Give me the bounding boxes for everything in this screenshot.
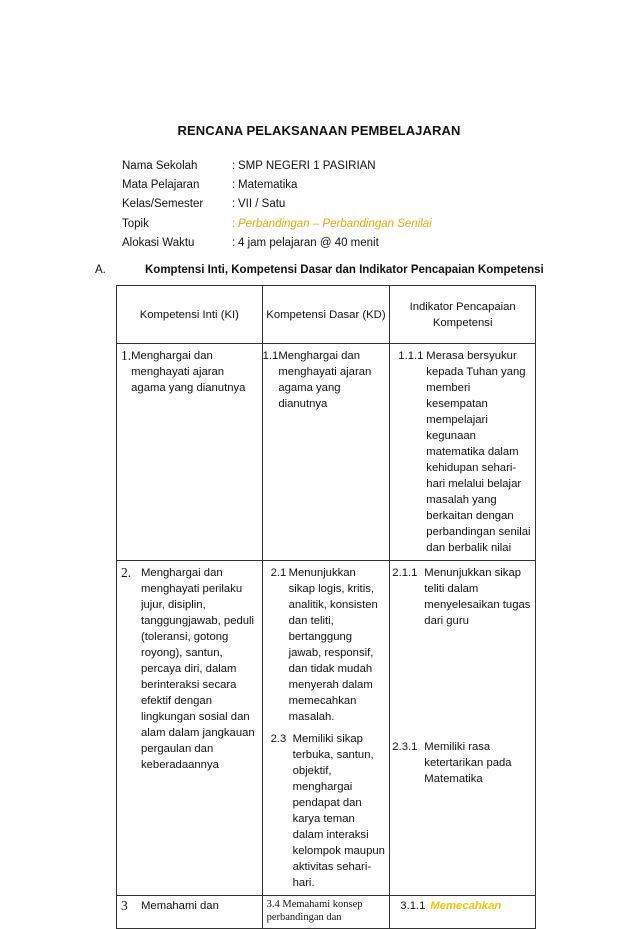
indicator-text: Memiliki rasa ketertarikan pada Matematika xyxy=(424,741,512,785)
ki-text: Menghargai dan menghayati ajaran agama yang dianutnya xyxy=(131,350,246,394)
kd-item xyxy=(271,565,386,725)
info-row-class xyxy=(122,198,432,217)
info-colon: : xyxy=(232,217,236,230)
info-value: VII / Satu xyxy=(238,198,286,211)
kd-number: 2.1 xyxy=(270,567,287,579)
info-row-school xyxy=(122,160,432,179)
info-value: 4 jam pelajaran @ 40 menit xyxy=(238,236,379,249)
indicator-text: Merasa bersyukur kepada Tuhan yang memberi kesempatan mempelajari kegunaan matematika dalam kehidupan sehari-hari melalui belajar masalah yang berkaitan dengan perbandingan senilai dan berbalik nilai xyxy=(426,350,531,554)
table-row xyxy=(117,344,536,561)
info-colon: : xyxy=(232,198,236,211)
kd-text: Memahami konsep perbandingan dan xyxy=(266,899,363,923)
kd-cell xyxy=(263,896,390,928)
competency-table xyxy=(116,285,536,929)
indicator-item xyxy=(398,348,531,556)
page-title: RENCANA PELAKSANAAN PEMBELAJARAN xyxy=(177,123,461,138)
indicator-cell xyxy=(390,561,535,791)
kd-number: 1.1 xyxy=(262,350,279,362)
info-label: Kelas/Semester xyxy=(122,198,204,211)
kd-number: 2.3 xyxy=(270,733,287,745)
ki-text: Memahami dan xyxy=(141,900,219,912)
kd-text: Menunjukkan sikap logis, kritis, analitik, konsisten dan teliti, bertanggung jawab, responsif, dan tidak mudah menyerah dalam memecahkan masalah. xyxy=(288,567,378,723)
indicator-number: 1.1.1 xyxy=(398,350,424,362)
info-colon: : xyxy=(232,236,236,249)
indicator-number: 2.3.1 xyxy=(392,741,418,753)
identity-block xyxy=(122,160,432,256)
info-value: Matematika xyxy=(238,179,298,192)
table-row xyxy=(117,896,536,929)
table-header: Indikator Pencapaian Kompetensi xyxy=(390,286,536,344)
kd-cell xyxy=(263,561,390,895)
kd-text: Menghargai dan menghayati ajaran agama yang dianutnya xyxy=(278,350,372,410)
info-label: Mata Pelajaran xyxy=(122,179,200,192)
indicator-item xyxy=(392,565,531,629)
info-value: SMP NEGERI 1 PASIRIAN xyxy=(238,160,376,172)
indicator-cell xyxy=(390,896,535,918)
info-row-subject xyxy=(122,179,432,198)
section-title: Komptensi Inti, Kompetensi Dasar dan Indikator Pencapaian Kompetensi xyxy=(145,264,544,276)
info-label: Alokasi Waktu xyxy=(122,236,195,249)
indicator-text: Memecahkan xyxy=(430,900,502,912)
ki-cell xyxy=(117,561,262,777)
section-heading xyxy=(95,264,544,276)
kd-item xyxy=(271,731,386,891)
info-colon: : xyxy=(232,179,236,192)
table-header: Kompetensi Dasar (KD) xyxy=(262,286,390,344)
info-label: Nama Sekolah xyxy=(122,160,198,172)
info-row-time xyxy=(122,237,432,256)
table-row xyxy=(117,561,536,896)
ki-cell xyxy=(117,344,262,400)
indicator-text: Menunjukkan sikap teliti dalam menyelesaikan tugas dari guru xyxy=(424,567,531,627)
ki-number: 1. xyxy=(121,348,132,363)
kd-item xyxy=(263,348,386,412)
info-colon: : xyxy=(232,160,236,172)
table-header: Kompetensi Inti (KI) xyxy=(117,286,263,344)
ki-cell xyxy=(117,896,262,918)
indicator-item xyxy=(392,739,531,787)
info-value: Perbandingan – Perbandingan Senilai xyxy=(238,217,432,230)
info-label: Topik xyxy=(122,217,149,230)
kd-text: Memiliki sikap terbuka, santun, objektif, menghargai pendapat dan karya teman dalam interaksi kelompok maupun aktivitas sehari-hari. xyxy=(292,733,385,889)
kd-cell xyxy=(263,344,390,416)
indicator-number: 2.1.1 xyxy=(392,567,418,579)
kd-number: 3.4 xyxy=(266,899,280,910)
info-row-topic xyxy=(122,218,432,237)
indicator-cell xyxy=(390,344,535,560)
indicator-number: 3.1.1 xyxy=(400,900,426,912)
ki-number: 2. xyxy=(121,565,132,580)
section-letter: A. xyxy=(95,264,106,276)
table-header-row xyxy=(117,286,536,344)
ki-text: Menghargai dan menghayati perilaku jujur, disiplin, tanggungjawab, peduli (toleransi, gotong royong), santun, percaya diri, dalam berinteraksi secara efektif dengan lingkungan sosial dan alam dalam jangkauan pergaulan dan keberadaannya xyxy=(141,567,255,771)
ki-number: 3 xyxy=(121,898,128,913)
